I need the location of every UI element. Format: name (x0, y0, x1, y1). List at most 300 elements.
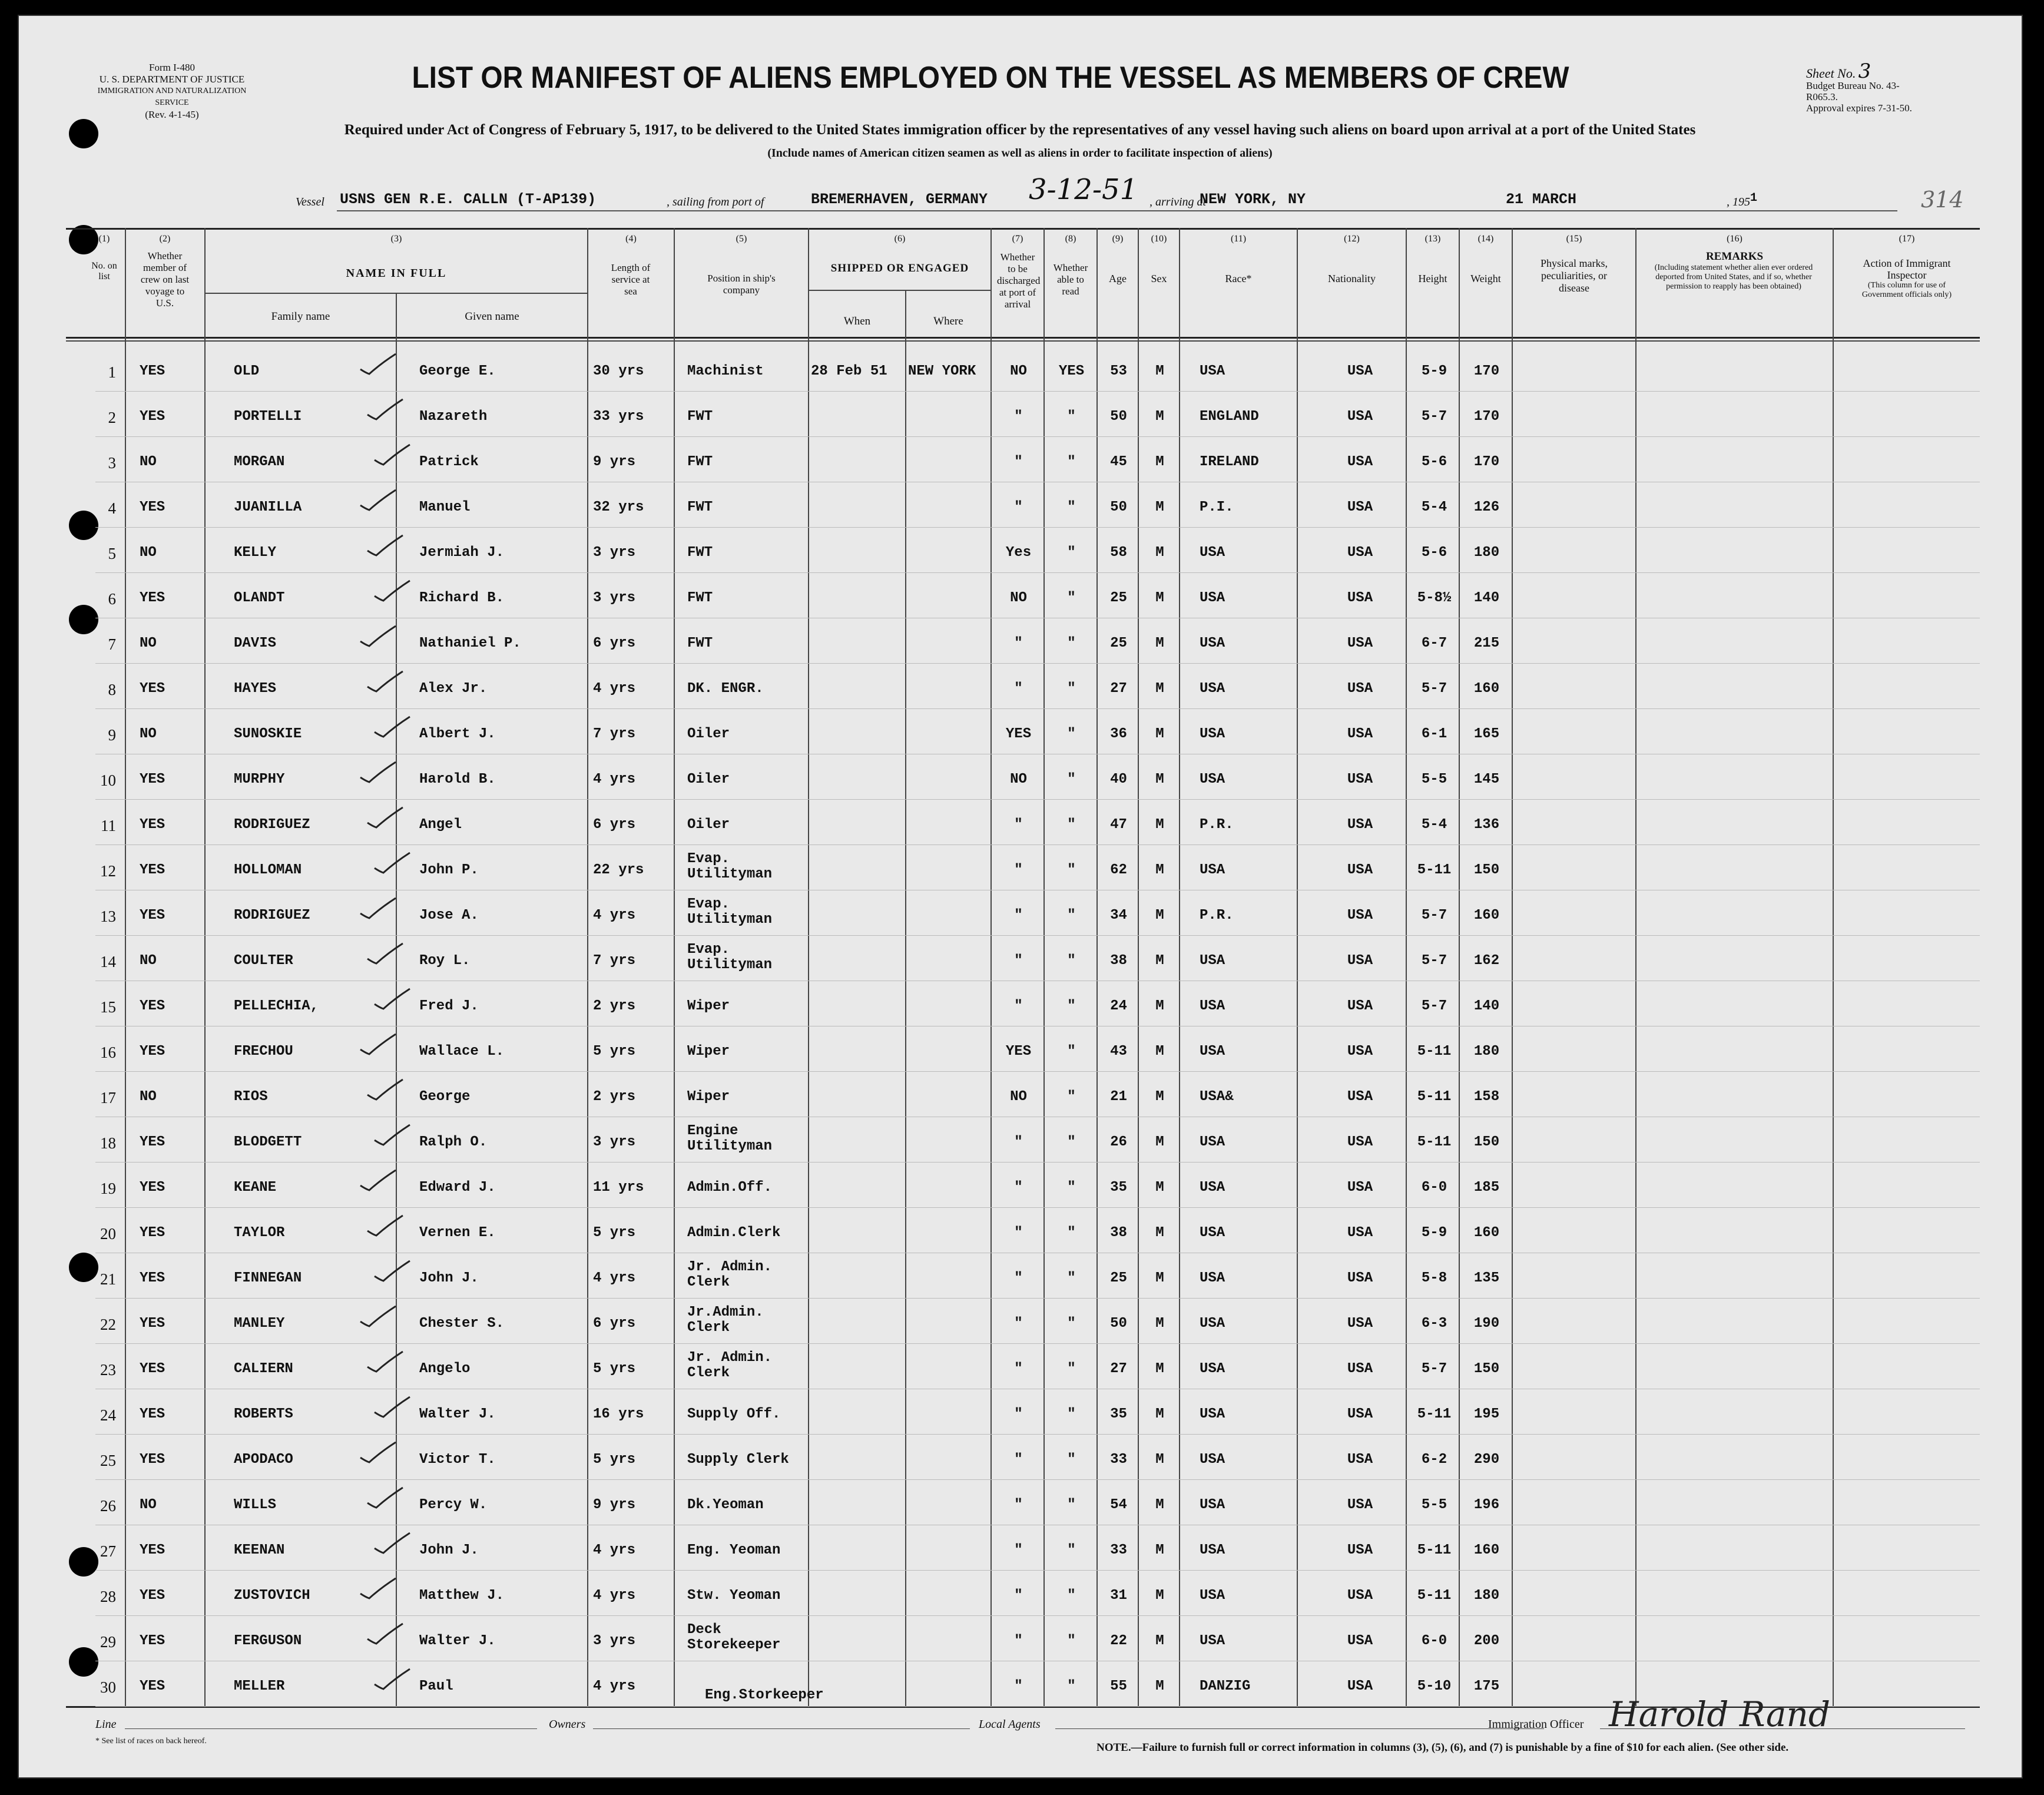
weight: 215 (1473, 635, 1500, 651)
col-12-num: (12) (1344, 234, 1360, 244)
given-name: Matthew J. (419, 1588, 505, 1604)
handwritten-date: 3-12-51 (1029, 173, 1138, 206)
family-name: FERGUSON (234, 1633, 302, 1649)
height: 6-3 (1421, 1316, 1447, 1332)
length-of-service: 3 yrs (593, 1633, 636, 1649)
age: 38 (1110, 1225, 1127, 1241)
table-row (19, 346, 2023, 391)
position: Admin.Clerk (687, 1225, 781, 1241)
nationality: USA (1347, 545, 1373, 561)
nationality: USA (1347, 1633, 1373, 1649)
to-be-discharged: NO (1010, 1089, 1027, 1105)
table-row (19, 799, 2023, 844)
weight: 160 (1473, 908, 1500, 923)
member-last-voyage: YES (140, 1134, 165, 1150)
check-mark-icon (372, 1532, 413, 1555)
nationality: USA (1347, 1452, 1373, 1468)
able-to-read: " (1067, 771, 1076, 787)
given-name: Wallace L. (419, 1044, 505, 1059)
length-of-service: 9 yrs (593, 1497, 636, 1513)
approval: Approval expires 7-31-50. (1806, 102, 1912, 114)
table-row (19, 890, 2023, 935)
table-row (19, 436, 2023, 482)
race: ENGLAND (1200, 409, 1259, 425)
member-last-voyage: YES (140, 817, 165, 833)
vessel-label: Vessel (296, 196, 324, 208)
family-name: FRECHOU (234, 1044, 293, 1059)
height: 5-8 (1421, 1270, 1447, 1286)
height: 5-6 (1421, 454, 1447, 470)
punch-hole (69, 119, 98, 148)
weight: 145 (1473, 771, 1500, 787)
sex: M (1155, 1588, 1164, 1604)
table-row (19, 844, 2023, 890)
col-9-num: (9) (1112, 234, 1124, 244)
sex: M (1155, 1542, 1164, 1558)
to-be-discharged: " (1014, 1270, 1023, 1286)
col-14-label: Weight (1470, 273, 1501, 284)
check-mark-icon (365, 1486, 406, 1510)
position: DK. ENGR. (687, 681, 764, 697)
col-17-label: Action of Immigrant Inspector (1863, 257, 1951, 281)
race: USA (1200, 1361, 1225, 1377)
sex: M (1155, 635, 1164, 651)
member-last-voyage: NO (140, 545, 157, 561)
length-of-service: 4 yrs (593, 1270, 636, 1286)
fine-note: NOTE.—Failure to furnish full or correct information in columns (3), (5), (6), and (7) is punishable by a fine of $10 for each alien. (See other side. (1096, 1741, 1789, 1754)
position: FWT (687, 590, 713, 606)
height: 5-11 (1417, 1406, 1452, 1422)
table-row (19, 572, 2023, 618)
able-to-read: " (1067, 1180, 1076, 1195)
col-3-label: NAME IN FULL (346, 267, 447, 280)
length-of-service: 6 yrs (593, 635, 636, 651)
height: 5-10 (1417, 1678, 1452, 1694)
col-13-num: (13) (1424, 234, 1441, 244)
length-of-service: 3 yrs (593, 545, 636, 561)
sex: M (1155, 545, 1164, 561)
age: 27 (1110, 681, 1127, 697)
race: USA (1200, 726, 1225, 742)
family-name: KELLY (234, 545, 277, 561)
sex: M (1155, 499, 1164, 515)
subtitle-note: (Include names of American citizen seamen as well as aliens in order to facilitate inspection of aliens) (767, 147, 1273, 160)
age: 35 (1110, 1180, 1127, 1195)
sex: M (1155, 862, 1164, 878)
length-of-service: 4 yrs (593, 771, 636, 787)
position: Jr. Admin. Clerk (687, 1350, 773, 1381)
revision: (Rev. 4-1-45) (145, 109, 199, 120)
check-mark-icon (365, 806, 406, 830)
length-of-service: 5 yrs (593, 1452, 636, 1468)
nationality: USA (1347, 1361, 1373, 1377)
age: 38 (1110, 953, 1127, 969)
member-last-voyage: NO (140, 726, 157, 742)
given-name: John J. (419, 1542, 479, 1558)
length-of-service: 32 yrs (593, 499, 644, 515)
able-to-read: " (1067, 1316, 1076, 1332)
height: 6-0 (1421, 1633, 1447, 1649)
table-row (19, 1117, 2023, 1162)
weight: 136 (1473, 817, 1500, 833)
race: USA (1200, 681, 1225, 697)
page-title: LIST OR MANIFEST OF ALIENS EMPLOYED ON THE VESSEL AS MEMBERS OF CREW (412, 61, 1569, 95)
length-of-service: 4 yrs (593, 1678, 636, 1694)
position: Supply Clerk (687, 1452, 789, 1468)
length-of-service: 16 yrs (593, 1406, 644, 1422)
given-name: Victor T. (419, 1452, 496, 1468)
col-12-header (1298, 234, 1406, 285)
weight: 150 (1473, 862, 1500, 878)
weight: 200 (1473, 1633, 1500, 1649)
sex: M (1155, 771, 1164, 787)
sailing-label: , sailing from port of (667, 196, 764, 208)
given-name: Patrick (419, 454, 479, 470)
to-be-discharged: " (1014, 862, 1023, 878)
weight: 165 (1473, 726, 1500, 742)
row-number: 18 (100, 1134, 116, 1152)
agents-blank (1055, 1728, 1544, 1729)
family-name: KEENAN (234, 1542, 285, 1558)
sex: M (1155, 681, 1164, 697)
check-mark-icon (357, 353, 399, 376)
member-last-voyage: YES (140, 1678, 165, 1694)
sex: M (1155, 409, 1164, 425)
weight: 160 (1473, 1542, 1500, 1558)
age: 34 (1110, 908, 1127, 923)
age: 33 (1110, 1452, 1127, 1468)
age: 25 (1110, 590, 1127, 606)
row-number: 1 (108, 363, 116, 381)
able-to-read: " (1067, 817, 1076, 833)
row-number: 17 (100, 1089, 116, 1107)
weight: 140 (1473, 998, 1500, 1014)
col-7-num: (7) (1012, 234, 1023, 244)
col-8-header (1045, 234, 1096, 297)
row-number: 8 (108, 681, 116, 698)
race: USA (1200, 590, 1225, 606)
col-17-note: (This column for use of Government officials only) (1861, 281, 1952, 299)
age: 36 (1110, 726, 1127, 742)
department: U. S. DEPARTMENT OF JUSTICE (99, 74, 245, 85)
to-be-discharged: NO (1010, 363, 1027, 379)
table-row (19, 527, 2023, 572)
given-name: Ralph O. (419, 1134, 488, 1150)
family-name: ZUSTOVICH (234, 1588, 310, 1604)
age: 53 (1110, 363, 1127, 379)
length-of-service: 4 yrs (593, 681, 636, 697)
shipped-where: NEW YORK (908, 363, 976, 379)
check-mark-icon (365, 670, 406, 694)
length-of-service: 4 yrs (593, 1588, 636, 1604)
row-number: 20 (100, 1225, 116, 1243)
race: P.I. (1200, 499, 1234, 515)
nationality: USA (1347, 1270, 1373, 1286)
owners-label: Owners (549, 1718, 586, 1731)
height: 5-9 (1421, 363, 1447, 379)
able-to-read: " (1067, 1497, 1076, 1513)
sex: M (1155, 1225, 1164, 1241)
sex: M (1155, 1361, 1164, 1377)
weight: 170 (1473, 363, 1500, 379)
weight: 160 (1473, 1225, 1500, 1241)
given-name: Vernen E. (419, 1225, 496, 1241)
position: Wiper (687, 1089, 730, 1105)
manifest-page (18, 15, 2023, 1779)
position: Oiler (687, 726, 730, 742)
to-be-discharged: " (1014, 953, 1023, 969)
check-mark-icon (357, 625, 399, 648)
able-to-read: " (1067, 1542, 1076, 1558)
family-name: BLODGETT (234, 1134, 302, 1150)
col-4-num: (4) (625, 234, 637, 244)
able-to-read: " (1067, 681, 1076, 697)
officer-blank (1600, 1728, 1965, 1729)
check-mark-icon (365, 1622, 406, 1646)
check-mark-icon (372, 988, 413, 1011)
col-5-header (675, 234, 808, 296)
col-10-header (1139, 234, 1179, 285)
position: FWT (687, 409, 713, 425)
col-8-label: Whether able to read (1053, 262, 1088, 297)
race: USA (1200, 545, 1225, 561)
race: P.R. (1200, 908, 1234, 923)
check-mark-icon (365, 1350, 406, 1374)
length-of-service: 2 yrs (593, 998, 636, 1014)
race: P.R. (1200, 817, 1234, 833)
position: Jr. Admin. Clerk (687, 1259, 773, 1290)
sailing-port: BREMERHAVEN, GERMANY (811, 191, 988, 208)
position: Eng.Storkeeper (705, 1687, 824, 1703)
able-to-read: " (1067, 998, 1076, 1014)
age: 27 (1110, 1361, 1127, 1377)
family-name: MURPHY (234, 771, 285, 787)
age: 40 (1110, 771, 1127, 787)
height: 5-11 (1417, 1588, 1452, 1604)
col-1-num: (1) (98, 234, 110, 244)
col-11-label: Race* (1225, 273, 1252, 284)
position: Engine Utilityman (687, 1123, 773, 1154)
row-number: 10 (100, 771, 116, 789)
check-mark-icon (357, 1441, 399, 1465)
nationality: USA (1347, 1225, 1373, 1241)
position: Eng. Yeoman (687, 1542, 781, 1558)
race: USA (1200, 635, 1225, 651)
family-name: HOLLOMAN (234, 862, 302, 878)
able-to-read: " (1067, 1225, 1076, 1241)
to-be-discharged: YES (1005, 1044, 1032, 1059)
able-to-read: " (1067, 1089, 1076, 1105)
col-16-num: (16) (1727, 234, 1742, 244)
col-3-header (206, 234, 587, 280)
height: 5-7 (1421, 409, 1447, 425)
nationality: USA (1347, 1406, 1373, 1422)
able-to-read: " (1067, 454, 1076, 470)
height: 6-2 (1421, 1452, 1447, 1468)
position: Jr.Admin. Clerk (687, 1304, 764, 1336)
check-mark-icon (357, 897, 399, 920)
weight: 290 (1473, 1452, 1500, 1468)
col-15-label: Physical marks, peculiarities, or disease (1541, 257, 1608, 294)
check-mark-icon (372, 579, 413, 603)
family-name: RIOS (234, 1089, 268, 1105)
check-mark-icon (365, 534, 406, 558)
member-last-voyage: YES (140, 1180, 165, 1195)
race: USA (1200, 998, 1225, 1014)
row-number: 15 (100, 998, 116, 1016)
col-16-label: REMARKS (1705, 250, 1764, 263)
officer-signature: Harold Rand (1609, 1694, 1830, 1734)
race: DANZIG (1200, 1678, 1251, 1694)
to-be-discharged: YES (1005, 726, 1032, 742)
length-of-service: 4 yrs (593, 908, 636, 923)
able-to-read: " (1067, 1406, 1076, 1422)
col-13-label: Height (1418, 273, 1447, 284)
length-of-service: 4 yrs (593, 1542, 636, 1558)
page-number: 314 (1921, 187, 1964, 213)
given-name: George E. (419, 363, 496, 379)
col-11-num: (11) (1230, 234, 1247, 244)
family-name: WILLS (234, 1497, 277, 1513)
family-name: DAVIS (234, 635, 277, 651)
position: Evap. Utilityman (687, 851, 773, 882)
nationality: USA (1347, 499, 1373, 515)
length-of-service: 3 yrs (593, 590, 636, 606)
col-4-header (588, 234, 674, 297)
position: Oiler (687, 817, 730, 833)
position: FWT (687, 635, 713, 651)
length-of-service: 30 yrs (593, 363, 644, 379)
shipped-subheader-line (808, 290, 990, 291)
member-last-voyage: YES (140, 1588, 165, 1604)
to-be-discharged: " (1014, 454, 1023, 470)
length-of-service: 5 yrs (593, 1361, 636, 1377)
family-name: PORTELLI (234, 409, 302, 425)
row-number: 21 (100, 1270, 116, 1288)
check-mark-icon (365, 1078, 406, 1102)
col-14-num: (14) (1477, 234, 1494, 244)
given-name: Walter J. (419, 1633, 496, 1649)
length-of-service: 2 yrs (593, 1089, 636, 1105)
member-last-voyage: YES (140, 862, 165, 878)
able-to-read: " (1067, 1134, 1076, 1150)
col-9-label: Age (1109, 273, 1127, 284)
length-of-service: 22 yrs (593, 862, 644, 878)
to-be-discharged: " (1014, 499, 1023, 515)
sex: M (1155, 817, 1164, 833)
member-last-voyage: YES (140, 1270, 165, 1286)
to-be-discharged: " (1014, 1316, 1023, 1332)
weight: 160 (1473, 681, 1500, 697)
to-be-discharged: " (1014, 1134, 1023, 1150)
age: 50 (1110, 499, 1127, 515)
race: USA (1200, 1633, 1225, 1649)
given-name: Paul (419, 1678, 453, 1694)
position: Stw. Yeoman (687, 1588, 781, 1604)
table-row (19, 618, 2023, 663)
col-2-label: Whether member of crew on last voyage to U.S. (140, 250, 190, 309)
age: 50 (1110, 409, 1127, 425)
row-number: 13 (100, 908, 116, 925)
service: IMMIGRATION AND NATURALIZATION SERVICE (97, 87, 247, 107)
length-of-service: 6 yrs (593, 1316, 636, 1332)
nationality: USA (1347, 681, 1373, 697)
table-row (19, 1434, 2023, 1479)
table-row (19, 663, 2023, 708)
member-last-voyage: YES (140, 1044, 165, 1059)
col-2-header (127, 234, 203, 309)
row-number: 30 (100, 1678, 116, 1696)
row-number: 11 (101, 817, 116, 834)
weight: 150 (1473, 1361, 1500, 1377)
to-be-discharged: Yes (1005, 545, 1032, 561)
position: Deck Storekeeper (687, 1622, 781, 1653)
able-to-read: " (1067, 635, 1076, 651)
length-of-service: 7 yrs (593, 953, 636, 969)
height: 5-5 (1421, 1497, 1447, 1513)
col-8-num: (8) (1065, 234, 1076, 244)
row-number: 16 (100, 1044, 116, 1061)
table-row (19, 708, 2023, 754)
race: USA (1200, 1497, 1225, 1513)
col-1-label: No. on list (91, 261, 117, 281)
nationality: USA (1347, 363, 1373, 379)
arrival-date: 21 MARCH (1506, 191, 1577, 208)
able-to-read: " (1067, 545, 1076, 561)
age: 26 (1110, 1134, 1127, 1150)
weight: 190 (1473, 1316, 1500, 1332)
family-name: JUANILLA (234, 499, 302, 515)
age: 21 (1110, 1089, 1127, 1105)
weight: 170 (1473, 409, 1500, 425)
age: 25 (1110, 635, 1127, 651)
position: Dk.Yeoman (687, 1497, 764, 1513)
family-name: MELLER (234, 1678, 285, 1694)
able-to-read: " (1067, 726, 1076, 742)
to-be-discharged: " (1014, 1452, 1023, 1468)
age: 43 (1110, 1044, 1127, 1059)
table-row (19, 754, 2023, 799)
col-4-label: Length of service at sea (611, 262, 651, 297)
col-15-header (1513, 234, 1635, 294)
row-number: 9 (108, 726, 116, 744)
row-number: 5 (108, 545, 116, 562)
table-row (19, 1389, 2023, 1434)
nationality: USA (1347, 1678, 1373, 1694)
check-mark-icon (372, 1260, 413, 1283)
weight: 170 (1473, 454, 1500, 470)
height: 5-11 (1417, 1089, 1452, 1105)
given-name: Edward J. (419, 1180, 496, 1195)
member-last-voyage: YES (140, 363, 165, 379)
row-number: 22 (100, 1316, 116, 1333)
position: FWT (687, 454, 713, 470)
able-to-read: " (1067, 1588, 1076, 1604)
table-row (19, 1162, 2023, 1207)
family-name: OLD (234, 363, 260, 379)
height: 6-7 (1421, 635, 1447, 651)
sex: M (1155, 1270, 1164, 1286)
weight: 195 (1473, 1406, 1500, 1422)
length-of-service: 33 yrs (593, 409, 644, 425)
table-row (19, 1343, 2023, 1389)
race: USA (1200, 862, 1225, 878)
col-10-num: (10) (1151, 234, 1167, 244)
table-row (19, 1071, 2023, 1117)
col-16-header (1636, 234, 1833, 292)
member-last-voyage: NO (140, 1497, 157, 1513)
nationality: USA (1347, 409, 1373, 425)
